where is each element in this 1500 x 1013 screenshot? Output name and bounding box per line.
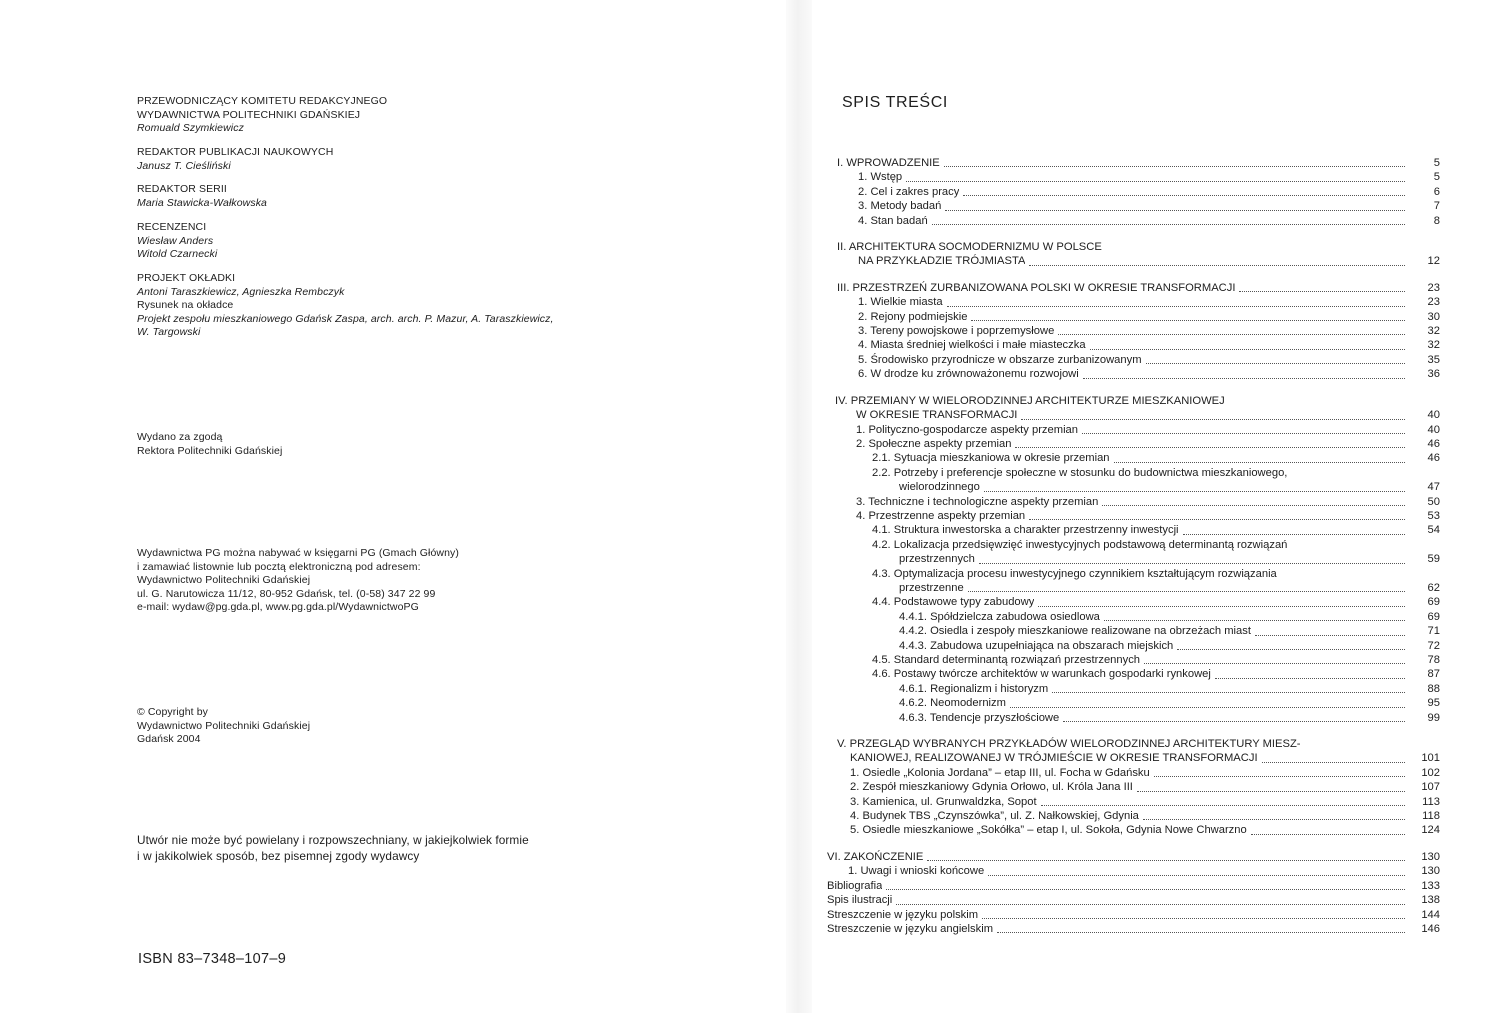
toc-page-number: 32 — [1427, 325, 1440, 338]
toc-leader-dots — [997, 932, 1405, 933]
series-editor-name: Maria Stawicka-Wałkowska — [137, 196, 267, 209]
committee-block — [137, 95, 387, 136]
toc-entry-title: 3. Kamienica, ul. Grunwaldzka, Sopot — [850, 795, 1037, 808]
toc-page-number: 54 — [1427, 524, 1440, 537]
toc-leader-dots — [896, 904, 1405, 905]
toc-page-number: 124 — [1421, 824, 1440, 837]
toc-entry[interactable] — [827, 850, 1440, 864]
toc-page-number: 46 — [1427, 437, 1440, 450]
toc-page-number: 53 — [1427, 509, 1440, 522]
reviewer-name: Witold Czarnecki — [137, 248, 218, 260]
toc-leader-dots — [944, 166, 1405, 167]
toc-page — [800, 0, 1500, 1013]
toc-leader-dots — [1029, 265, 1405, 266]
toc-page-number: 130 — [1421, 865, 1440, 878]
toc-entry-title: 4. Przestrzenne aspekty przemian — [856, 509, 1026, 522]
toc-leader-dots — [1177, 649, 1405, 650]
toc-entry[interactable] — [827, 466, 1440, 480]
cover-drawing-label: Rysunek na okładce — [137, 299, 234, 311]
toc-page-number: 32 — [1427, 339, 1440, 352]
rights-notice — [137, 833, 529, 864]
toc-entry-title: 4.1. Struktura inwestorska a charakter przestrzenny inwestycji — [872, 524, 1179, 537]
toc-entry[interactable] — [827, 281, 1440, 295]
toc-entry-title: Streszczenie w języku angielskim — [827, 922, 994, 935]
toc-entry[interactable] — [827, 610, 1440, 624]
toc-leader-dots — [1038, 606, 1405, 607]
toc-entry[interactable] — [827, 809, 1440, 823]
toc-leader-dots — [971, 320, 1405, 321]
toc-entry-title: 4.2. Lokalizacja przedsięwzięć inwestycyjnych podstawową determinantą rozwiązań — [872, 538, 1288, 551]
toc-entry-title: III. PRZESTRZEŃ ZURBANIZOWANA POLSKI W OKRESIE TRANSFORMACJI — [837, 281, 1236, 294]
toc-page-number: 138 — [1421, 894, 1440, 907]
toc-entry-title: 4.6. Postawy twórcze architektów w warunkach gospodarki rynkowej — [872, 668, 1211, 681]
toc-entry[interactable] — [827, 423, 1440, 437]
toc-entry-title: 1. Polityczno-gospodarcze aspekty przemian — [856, 423, 1078, 436]
purchase-line: Wydawnictwa PG można nabywać w księgarni PG (Gmach Główny) — [137, 547, 459, 559]
toc-entry[interactable] — [827, 667, 1440, 681]
toc-page-number: 59 — [1427, 553, 1440, 566]
toc-entry[interactable] — [827, 766, 1440, 780]
toc-entry[interactable] — [827, 214, 1440, 228]
toc-leader-dots — [1143, 819, 1405, 820]
toc-leader-dots — [968, 591, 1405, 592]
toc-entry-title: 6. W drodze ku zrównoważonemu rozwojowi — [858, 368, 1079, 381]
toc-page-number: 118 — [1422, 810, 1440, 823]
toc-leader-dots — [1063, 721, 1405, 722]
toc-entry-title: przestrzennych — [899, 553, 975, 566]
toc-leader-dots — [1154, 776, 1405, 777]
toc-entry[interactable] — [827, 367, 1440, 381]
toc-entry-title: W OKRESIE TRANSFORMACJI — [856, 409, 1018, 422]
toc-page-number: 99 — [1427, 711, 1440, 724]
toc-entry-title: 4. Miasta średniej wielkości i małe miasteczka — [858, 339, 1086, 352]
copyright-line: Wydawnictwo Politechniki Gdańskiej — [137, 719, 311, 732]
toc-entry-title: 4. Stan badań — [858, 214, 928, 227]
toc-page-number: 46 — [1427, 452, 1440, 465]
toc-leader-dots — [1090, 349, 1405, 350]
toc-entry[interactable] — [827, 408, 1440, 422]
toc-leader-dots — [1052, 692, 1405, 693]
toc-entry[interactable] — [827, 523, 1440, 537]
toc-entry[interactable] — [827, 879, 1440, 893]
toc-entry-title: 2. Społeczne aspekty przemian — [856, 437, 1012, 450]
toc-page-number: 47 — [1427, 481, 1440, 494]
toc-leader-dots — [945, 210, 1405, 211]
toc-entry[interactable] — [827, 711, 1440, 725]
toc-page-number: 8 — [1433, 214, 1440, 227]
toc-entry[interactable] — [827, 338, 1440, 352]
toc-section — [827, 240, 1440, 269]
toc-page-number: 36 — [1427, 368, 1440, 381]
toc-page-number: 130 — [1421, 850, 1440, 863]
toc-entry-title: 4.6.1. Regionalizm i historyzm — [899, 682, 1049, 695]
toc-page-number: 5 — [1433, 171, 1440, 184]
toc-entry[interactable] — [827, 480, 1440, 494]
toc-leader-dots — [1137, 791, 1405, 792]
copyright-line: Gdańsk 2004 — [137, 733, 201, 745]
toc-leader-dots — [979, 563, 1405, 564]
toc-section — [827, 850, 1440, 936]
toc-page-number: 40 — [1427, 423, 1440, 436]
toc-leader-dots — [1058, 334, 1405, 335]
toc-page-number: 40 — [1427, 409, 1440, 422]
toc-leader-dots — [1144, 663, 1405, 664]
toc-leader-dots — [1146, 363, 1405, 364]
toc-page-number: 133 — [1421, 879, 1440, 892]
toc-entry[interactable] — [827, 353, 1440, 367]
toc-page-number: 30 — [1427, 310, 1440, 323]
purchase-address: ul. G. Narutowicza 11/12, 80-952 Gdańsk, tel. (0-58) 347 22 99 — [137, 587, 436, 600]
cover-design-block — [137, 272, 554, 340]
toc-leader-dots — [1251, 834, 1405, 835]
toc-page-number: 102 — [1421, 766, 1440, 779]
toc-leader-dots — [1215, 678, 1405, 679]
toc-leader-dots — [984, 491, 1405, 492]
toc-entry[interactable] — [827, 581, 1440, 595]
toc-leader-dots — [1010, 707, 1405, 708]
toc-entry-title: 4.4. Podstawowe typy zabudowy — [872, 596, 1035, 609]
toc-entry-title: 3. Techniczne i technologiczne aspekty przemian — [856, 495, 1099, 508]
toc-entry[interactable] — [827, 310, 1440, 324]
toc-entry-title: 2. Cel i zakres pracy — [858, 185, 960, 198]
toc-leader-dots — [1083, 378, 1405, 379]
toc-entry[interactable] — [827, 567, 1440, 581]
toc-entry-title: Spis ilustracji — [827, 894, 893, 907]
toc-entry[interactable] — [827, 509, 1440, 523]
toc-leader-dots — [1114, 462, 1405, 463]
toc-entry-title: 3. Tereny powojskowe i poprzemysłowe — [858, 325, 1055, 338]
toc-page-number: 23 — [1427, 296, 1440, 309]
toc-section — [827, 281, 1440, 382]
toc-entry[interactable] — [827, 908, 1440, 922]
toc-page-number: 146 — [1421, 922, 1440, 935]
toc-page-number: 12 — [1427, 255, 1440, 268]
toc-entry[interactable] — [827, 751, 1440, 765]
toc-entry[interactable] — [827, 156, 1440, 170]
toc-entry-title: 4.3. Optymalizacja procesu inwestycyjnego czynnikiem kształtującym rozwiązania — [872, 567, 1277, 580]
toc-entry[interactable] — [827, 864, 1440, 878]
toc-entry-title: IV. PRZEMIANY W WIELORODZINNEJ ARCHITEKTURZE MIESZKANIOWEJ — [835, 394, 1225, 407]
toc-leader-dots — [982, 918, 1405, 919]
toc-page-number: 95 — [1427, 697, 1440, 710]
toc-entry-title: 2.1. Sytuacja mieszkaniowa w okresie przemian — [872, 452, 1110, 465]
consent-block — [137, 431, 282, 458]
toc-page-number: 35 — [1427, 353, 1440, 366]
toc-entry[interactable] — [827, 922, 1440, 936]
toc-leader-dots — [932, 224, 1405, 225]
toc-page-number: 69 — [1427, 596, 1440, 609]
editor-block — [137, 146, 333, 173]
toc-page-number: 101 — [1421, 752, 1440, 765]
purchase-info-block — [137, 547, 459, 615]
toc-entry[interactable] — [827, 795, 1440, 809]
consent-line: Wydano za zgodą — [137, 431, 223, 443]
toc-entry-title: KANIOWEJ, REALIZOWANEJ W TRÓJMIEŚCIE W OKRESIE TRANSFORMACJI — [850, 752, 1258, 765]
toc-page-number: 144 — [1421, 908, 1440, 921]
toc-entry-title: II. ARCHITEKTURA SOCMODERNIZMU W POLSCE — [837, 241, 1102, 254]
toc-entry-title: 1. Wstęp — [858, 171, 903, 184]
toc-entry[interactable] — [827, 823, 1440, 837]
toc-leader-dots — [947, 306, 1405, 307]
toc-leader-dots — [1102, 505, 1405, 506]
toc-entry-title: V. PRZEGLĄD WYBRANYCH PRZYKŁADÓW WIELORODZINNEJ ARCHITEKTURY MIESZ- — [837, 738, 1301, 751]
editor-name: Janusz T. Cieśliński — [137, 159, 231, 172]
toc-page-number: 88 — [1427, 682, 1440, 695]
consent-line: Rektora Politechniki Gdańskiej — [137, 444, 283, 457]
toc-entry[interactable] — [827, 737, 1440, 751]
table-of-contents — [827, 156, 1440, 948]
cover-drawing-description-cont: W. Targowski — [137, 326, 201, 338]
toc-entry-title: 5. Środowisko przyrodnicze w obszarze zurbanizowanym — [858, 353, 1142, 366]
toc-entry-title: 4.6.3. Tendencje przyszłościowe — [899, 711, 1060, 724]
toc-entry-title: 2.2. Potrzeby i preferencje społeczne w stosunku do budownictwa mieszkaniowego, — [872, 466, 1288, 479]
toc-entry[interactable] — [827, 437, 1440, 451]
toc-leader-dots — [1104, 620, 1405, 621]
toc-entry[interactable] — [827, 451, 1440, 465]
committee-name: Romuald Szymkiewicz — [137, 122, 244, 134]
reviewers-block — [137, 221, 217, 262]
toc-entry[interactable] — [827, 595, 1440, 609]
toc-entry-title: 4.5. Standard determinantą rozwiązań przestrzennych — [872, 654, 1141, 666]
purchase-contact: e-mail: wydaw@pg.gda.pl, www.pg.gda.pl/WydawnictwoPG — [137, 601, 419, 613]
toc-entry-title: Bibliografia — [827, 879, 883, 892]
copyright-block — [137, 706, 310, 747]
toc-entry[interactable] — [827, 682, 1440, 696]
toc-entry[interactable] — [827, 552, 1440, 566]
toc-entry-title: 1. Wielkie miasta — [858, 296, 943, 309]
cover-designers: Antoni Taraszkiewicz, Agnieszka Rembczyk — [137, 285, 345, 298]
series-editor-block — [137, 183, 267, 210]
toc-page-number: 50 — [1427, 495, 1440, 508]
reviewers-label: RECENZENCI — [137, 221, 207, 233]
toc-leader-dots — [988, 875, 1405, 876]
toc-leader-dots — [1021, 419, 1405, 420]
toc-entry-title: 1. Uwagi i wnioski końcowe — [848, 865, 985, 878]
toc-entry[interactable] — [827, 185, 1440, 199]
copyright-line: © Copyright by — [137, 706, 208, 718]
toc-entry[interactable] — [827, 295, 1440, 309]
committee-label: PRZEWODNICZĄCY KOMITETU REDAKCYJNEGO — [137, 95, 388, 107]
toc-entry[interactable] — [827, 696, 1440, 710]
toc-page-number: 23 — [1427, 281, 1440, 294]
toc-entry-title: 5. Osiedle mieszkaniowe „Sokółka” – etap I, ul. Sokoła, Gdynia Nowe Chwarzno — [850, 824, 1247, 837]
toc-entry-title: Streszczenie w języku polskim — [827, 908, 979, 921]
purchase-line: i zamawiać listownie lub pocztą elektroniczną pod adresem: — [137, 560, 421, 573]
reviewer-name: Wiesław Anders — [137, 234, 214, 247]
toc-title: SPIS TREŚCI — [842, 94, 948, 111]
toc-entry-title: NA PRZYKŁADZIE TRÓJMIASTA — [858, 255, 1026, 268]
toc-entry[interactable] — [827, 538, 1440, 552]
toc-page-number: 5 — [1433, 157, 1440, 169]
toc-entry-title: 4.6.2. Neomodernizm — [899, 697, 1006, 710]
toc-section — [827, 394, 1440, 725]
toc-entry-title: 4. Budynek TBS „Czynszówka”, ul. Z. Nałkowskiej, Gdynia — [850, 810, 1139, 823]
toc-leader-dots — [963, 195, 1405, 196]
toc-entry-title: 4.4.2. Osiedla i zespoły mieszkaniowe realizowane na obrzeżach miast — [899, 625, 1251, 638]
cover-drawing-description: Projekt zespołu mieszkaniowego Gdańsk Zaspa, arch. arch. P. Mazur, A. Taraszkiewicz, — [137, 312, 554, 325]
toc-leader-dots — [886, 889, 1405, 890]
cover-design-label: PROJEKT OKŁADKI — [137, 272, 236, 284]
toc-entry[interactable] — [827, 624, 1440, 638]
toc-page-number: 62 — [1427, 581, 1440, 594]
toc-entry-title: wielorodzinnego — [899, 481, 980, 494]
toc-leader-dots — [927, 860, 1405, 861]
series-editor-label: REDAKTOR SERII — [137, 183, 227, 195]
toc-leader-dots — [1041, 805, 1405, 806]
toc-section — [827, 156, 1440, 228]
toc-leader-dots — [1082, 433, 1405, 434]
toc-page-number: 87 — [1427, 668, 1440, 681]
toc-entry[interactable] — [827, 394, 1440, 408]
toc-entry-title: 2. Rejony podmiejskie — [858, 310, 968, 323]
toc-leader-dots — [906, 181, 1405, 182]
toc-leader-dots — [1255, 635, 1405, 636]
toc-page-number: 72 — [1427, 639, 1440, 652]
toc-leader-dots — [1015, 447, 1405, 448]
toc-page-number: 7 — [1433, 200, 1440, 213]
toc-entry-title: 4.4.3. Zabudowa uzupełniająca na obszarach miejskich — [899, 639, 1174, 652]
toc-entry-title: 3. Metody badań — [858, 200, 942, 213]
toc-page-number: 69 — [1427, 610, 1440, 623]
toc-entry[interactable] — [827, 199, 1440, 213]
toc-entry[interactable] — [827, 240, 1440, 254]
toc-entry[interactable] — [827, 254, 1440, 268]
toc-leader-dots — [1029, 519, 1405, 520]
toc-entry[interactable] — [827, 653, 1440, 667]
toc-page-number: 6 — [1433, 185, 1440, 198]
toc-entry-title: przestrzenne — [899, 581, 964, 594]
toc-leader-dots — [1239, 291, 1405, 292]
toc-entry-title: I. WPROWADZENIE — [837, 157, 940, 169]
committee-label-2: WYDAWNICTWA POLITECHNIKI GDAŃSKIEJ — [137, 108, 361, 121]
editor-label: REDAKTOR PUBLIKACJI NAUKOWYCH — [137, 146, 334, 158]
purchase-line: Wydawnictwo Politechniki Gdańskiej — [137, 574, 311, 586]
toc-entry-title: 2. Zespół mieszkaniowy Gdynia Orłowo, ul. Króla Jana III — [850, 781, 1133, 794]
toc-entry[interactable] — [827, 893, 1440, 907]
toc-page-number: 107 — [1421, 781, 1440, 794]
toc-page-number: 78 — [1427, 654, 1440, 666]
rights-line: Utwór nie może być powielany i rozpowszechniany, w jakiejkolwiek formie — [137, 833, 529, 847]
toc-section — [827, 737, 1440, 838]
toc-leader-dots — [1262, 762, 1405, 763]
toc-entry[interactable] — [827, 324, 1440, 338]
rights-line: i w jakikolwiek sposób, bez pisemnej zgody wydawcy — [137, 848, 420, 863]
toc-entry-title: 4.4.1. Spółdzielcza zabudowa osiedlowa — [899, 610, 1100, 623]
toc-page-number: 113 — [1422, 795, 1440, 808]
isbn: ISBN 83–7348–107–9 — [138, 951, 287, 967]
toc-entry[interactable] — [827, 170, 1440, 184]
toc-entry[interactable] — [827, 639, 1440, 653]
toc-entry-title: 1. Osiedle „Kolonia Jordana” – etap III, ul. Focha w Gdańsku — [850, 766, 1150, 779]
toc-page-number: 71 — [1427, 625, 1440, 638]
toc-leader-dots — [1183, 534, 1405, 535]
toc-entry-title: VI. ZAKOŃCZENIE — [827, 850, 924, 863]
toc-entry[interactable] — [827, 495, 1440, 509]
toc-entry[interactable] — [827, 780, 1440, 794]
